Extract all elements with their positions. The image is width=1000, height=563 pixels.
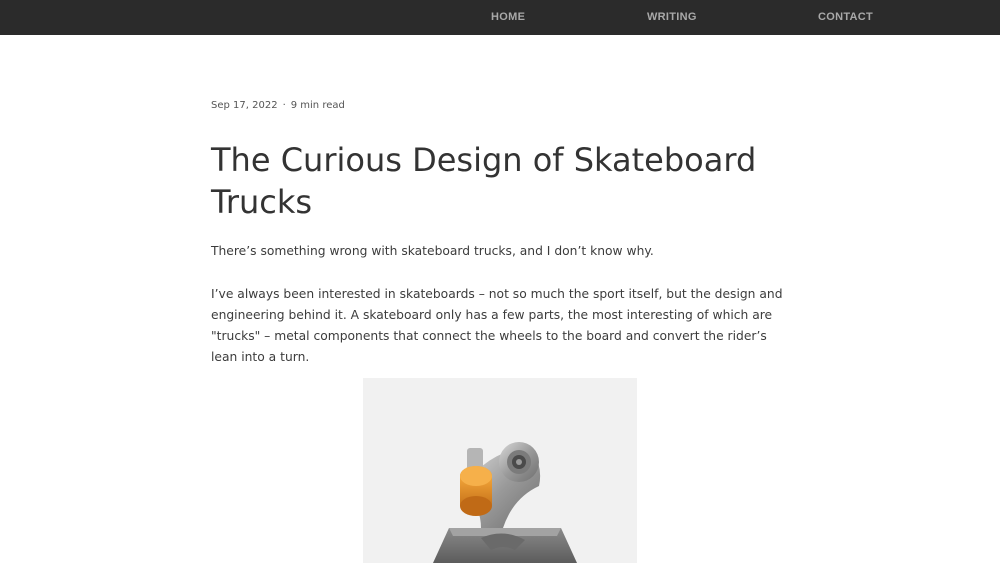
- top-navigation-bar: [0, 0, 1000, 35]
- post-title: The Curious Design of Skateboard Trucks: [211, 141, 757, 221]
- meta-separator: ·: [282, 100, 286, 111]
- post-meta: [211, 100, 345, 111]
- nav-home-link[interactable]: HOME: [491, 11, 526, 23]
- post-paragraph-1: There’s something wrong with skateboard trucks, and I don’t know why.: [211, 244, 654, 258]
- post-paragraph-2: I’ve always been interested in skateboards – not so much the sport itself, but the design and engineering behind it. A skateboard only has a few parts, the most interesting of which are "trucks" – metal components that connect the wheels to the board and convert the rider’s lean into a turn.: [211, 287, 783, 364]
- skateboard-truck-photo-icon: [363, 378, 637, 563]
- nav-writing-link[interactable]: WRITING: [647, 11, 697, 23]
- skateboard-truck-image: [363, 378, 637, 563]
- nav-contact-link[interactable]: CONTACT: [818, 11, 874, 23]
- post-read-time: 9 min read: [290, 100, 345, 111]
- post-date: Sep 17, 2022: [211, 100, 278, 111]
